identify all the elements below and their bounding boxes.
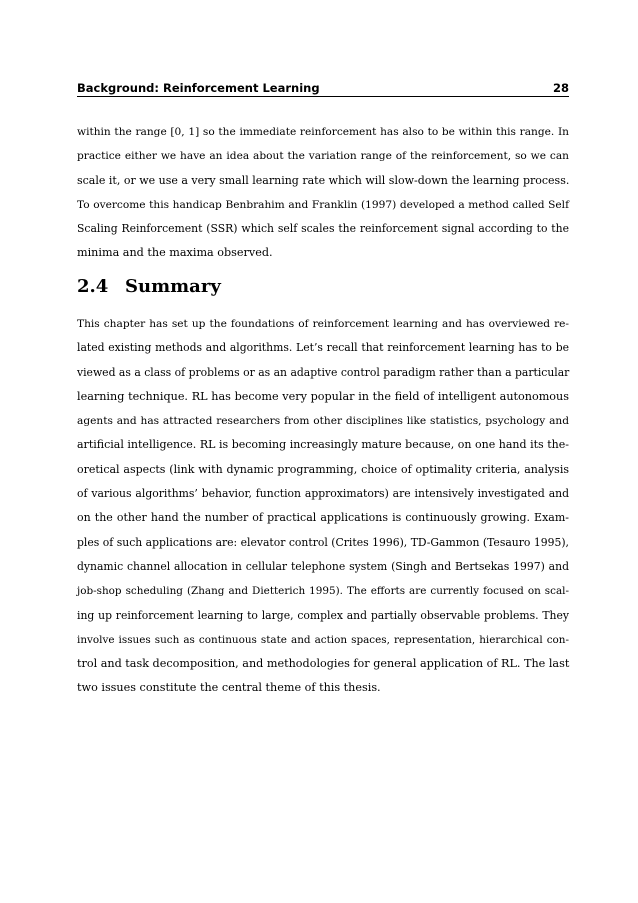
page-number: 28 bbox=[552, 81, 569, 95]
text-line: learning technique. RL has become very popular in the field of intelligent autonomous bbox=[77, 389, 569, 403]
text-line: This chapter has set up the foundations of reinforcement learning and has overviewed re- bbox=[77, 318, 569, 330]
text-line: scale it, or we use a very small learning rate which will slow-down the learning process. bbox=[77, 173, 570, 187]
text-line: lated existing methods and algorithms. Let’s recall that reinforcement learning has to be bbox=[77, 341, 569, 355]
paragraph-summary bbox=[77, 312, 569, 701]
text-line: minima and the maxima observed. bbox=[77, 246, 273, 260]
header-title: Background: Reinforcement Learning bbox=[77, 81, 320, 95]
text-line: ing up reinforcement learning to large, complex and partially observable problems. They bbox=[77, 608, 569, 622]
section-heading bbox=[77, 275, 569, 299]
text-line: involve issues such as continuous state and action spaces, representation, hierarchical con- bbox=[77, 633, 569, 646]
text-line: two issues constitute the central theme of this thesis. bbox=[77, 681, 381, 695]
text-line: artificial intelligence. RL is becoming increasingly mature because, on one hand its the- bbox=[77, 438, 569, 452]
text-line: oretical aspects (link with dynamic programming, choice of optimality criteria, analysis bbox=[77, 462, 569, 476]
text-line: on the other hand the number of practical applications is continuously growing. Exam- bbox=[77, 511, 569, 525]
text-line: practice either we have an idea about the variation range of the reinforcement, so we can bbox=[77, 150, 569, 163]
section-title: Summary bbox=[125, 276, 221, 297]
text-line: ples of such applications are: elevator control (Crites 1996), TD-Gammon (Tesauro 1995), bbox=[77, 535, 569, 549]
section-number: 2.4 bbox=[77, 276, 109, 297]
text-line: trol and task decomposition, and methodologies for general application of RL. The last bbox=[77, 657, 570, 671]
running-header bbox=[77, 82, 569, 97]
text-line: agents and has attracted researchers from other disciplines like statistics, psychology and bbox=[77, 415, 569, 428]
text-line: To overcome this handicap Benbrahim and Franklin (1997) developed a method called Self bbox=[77, 198, 569, 211]
text-line: of various algorithms’ behavior, function approximators) are intensively investigated and bbox=[77, 487, 569, 501]
text-line: viewed as a class of problems or as an adaptive control paradigm rather than a particular bbox=[77, 365, 570, 379]
text-line: Scaling Reinforcement (SSR) which self scales the reinforcement signal according to the bbox=[77, 222, 569, 236]
text-line: dynamic channel allocation in cellular telephone system (Singh and Bertsekas 1997) and bbox=[77, 559, 569, 573]
text-line: job-shop scheduling (Zhang and Dietterich 1995). The efforts are currently focused on scal- bbox=[77, 585, 569, 598]
text-line: within the range [0, 1] so the immediate reinforcement has also to be within this range. In bbox=[77, 126, 569, 138]
paragraph-continuation bbox=[77, 120, 569, 266]
